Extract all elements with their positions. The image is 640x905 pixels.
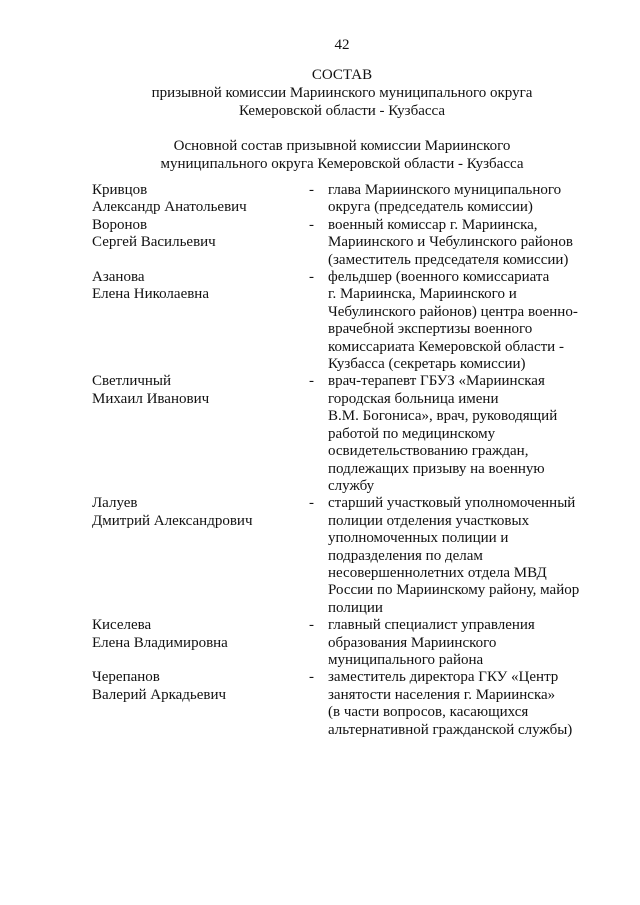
member-surname: Азанова (92, 269, 145, 286)
member-role-line: работой по медицинскому (328, 425, 496, 442)
member-surname: Киселева (92, 617, 152, 634)
member-role-line: занятости населения г. Мариинска» (328, 686, 556, 703)
member-role-line: службу (328, 477, 375, 494)
member-surname: Воронов (92, 216, 148, 233)
member-role-line: уполномоченных полиции и (328, 530, 509, 547)
member-role-line: альтернативной гражданской службы) (328, 721, 573, 738)
member-role-line: военный комиссар г. Мариинска, (328, 216, 538, 233)
member-name (92, 182, 309, 217)
member-given-names: Михаил Иванович (92, 390, 210, 407)
member-surname: Черепанов (92, 669, 160, 686)
member-surname: Светличный (92, 373, 172, 390)
member-role-line: Чебулинского районов) центра военно- (328, 303, 578, 320)
member-given-names: Елена Николаевна (92, 286, 209, 303)
member-role-line: комиссариата Кемеровской области - (328, 338, 564, 355)
member-role-line: городская больница имени (328, 390, 499, 407)
member-role-line: (заместитель председателя комиссии) (328, 251, 569, 268)
member-role-line: округа (председатель комиссии) (328, 199, 533, 216)
member-role-line: подразделения по делам (328, 547, 483, 564)
member-surname: Лалуев (92, 495, 138, 512)
member-given-names: Дмитрий Александрович (92, 512, 253, 529)
member-given-names: Валерий Аркадьевич (92, 686, 227, 703)
member-role-line: В.М. Богониса», врач, руководящий (328, 408, 558, 425)
member-given-names: Елена Владимировна (92, 634, 228, 651)
member-role-line: старший участковый уполномоченный (328, 495, 576, 512)
dash-separator: - (309, 216, 314, 233)
dash-separator: - (309, 373, 314, 390)
member-role-line: заместитель директора ГКУ «Центр (328, 669, 559, 686)
member-role-line: врачебной экспертизы военного (328, 321, 533, 338)
member-given-names: Александр Анатольевич (92, 199, 247, 216)
document-title (92, 66, 592, 120)
member-role-line: образования Мариинского (328, 634, 497, 651)
member-role-line: фельдшер (военного комиссариата (328, 269, 550, 286)
member-name (92, 495, 309, 530)
member-role-line: освидетельствованию граждан, (328, 443, 529, 460)
member-row (92, 269, 612, 373)
member-name (92, 617, 309, 652)
dash-separator: - (309, 495, 314, 512)
member-role-line: несовершеннолетних отдела МВД (328, 564, 547, 581)
member-row (92, 495, 612, 617)
member-role (328, 373, 612, 495)
member-role-line: врач-терапевт ГБУЗ «Мариинская (328, 373, 545, 390)
member-role (328, 669, 612, 739)
member-row (92, 182, 612, 217)
member-row (92, 217, 612, 269)
member-role-line: Кузбасса (секретарь комиссии) (328, 356, 526, 373)
dash-separator: - (309, 617, 314, 634)
members-list (92, 182, 612, 739)
member-row (92, 373, 612, 495)
member-role (328, 182, 612, 217)
member-role-line: г. Мариинска, Мариинского и (328, 286, 517, 303)
member-role-line: полиции отделения участковых (328, 512, 530, 529)
page-number: 42 (334, 37, 350, 53)
dash-separator: - (309, 669, 314, 686)
member-name (92, 669, 309, 704)
member-role (328, 617, 612, 669)
member-row (92, 617, 612, 669)
title-line: Кемеровской области - Кузбасса (238, 103, 446, 119)
member-given-names: Сергей Васильевич (92, 234, 216, 251)
member-role-line: России по Мариинскому району, майор (328, 582, 580, 599)
member-role-line: муниципального района (328, 651, 484, 668)
section-heading-line: муниципального округа Кемеровской области - Кузбасса (160, 156, 524, 172)
member-role (328, 269, 612, 373)
dash-separator: - (309, 182, 314, 198)
title-heading: СОСТАВ (311, 67, 373, 83)
section-heading-line: Основной состав призывной комиссии Мариинского (173, 138, 511, 154)
title-line: призывной комиссии Мариинского муниципального округа (151, 85, 533, 101)
section-heading (92, 137, 592, 173)
member-role (328, 495, 612, 617)
member-name (92, 217, 309, 252)
member-row (92, 669, 612, 739)
member-role-line: Мариинского и Чебулинского районов (328, 234, 573, 251)
member-role-line: главный специалист управления (328, 617, 535, 634)
member-role-line: полиции (328, 599, 383, 616)
member-role-line: (в части вопросов, касающихся (328, 704, 529, 721)
member-role-line: глава Мариинского муниципального (328, 182, 562, 198)
dash-separator: - (309, 269, 314, 286)
member-role-line: подлежащих призыву на военную (328, 460, 545, 477)
member-name (92, 373, 309, 408)
member-surname: Кривцов (92, 182, 148, 198)
member-name (92, 269, 309, 304)
member-role (328, 217, 612, 269)
